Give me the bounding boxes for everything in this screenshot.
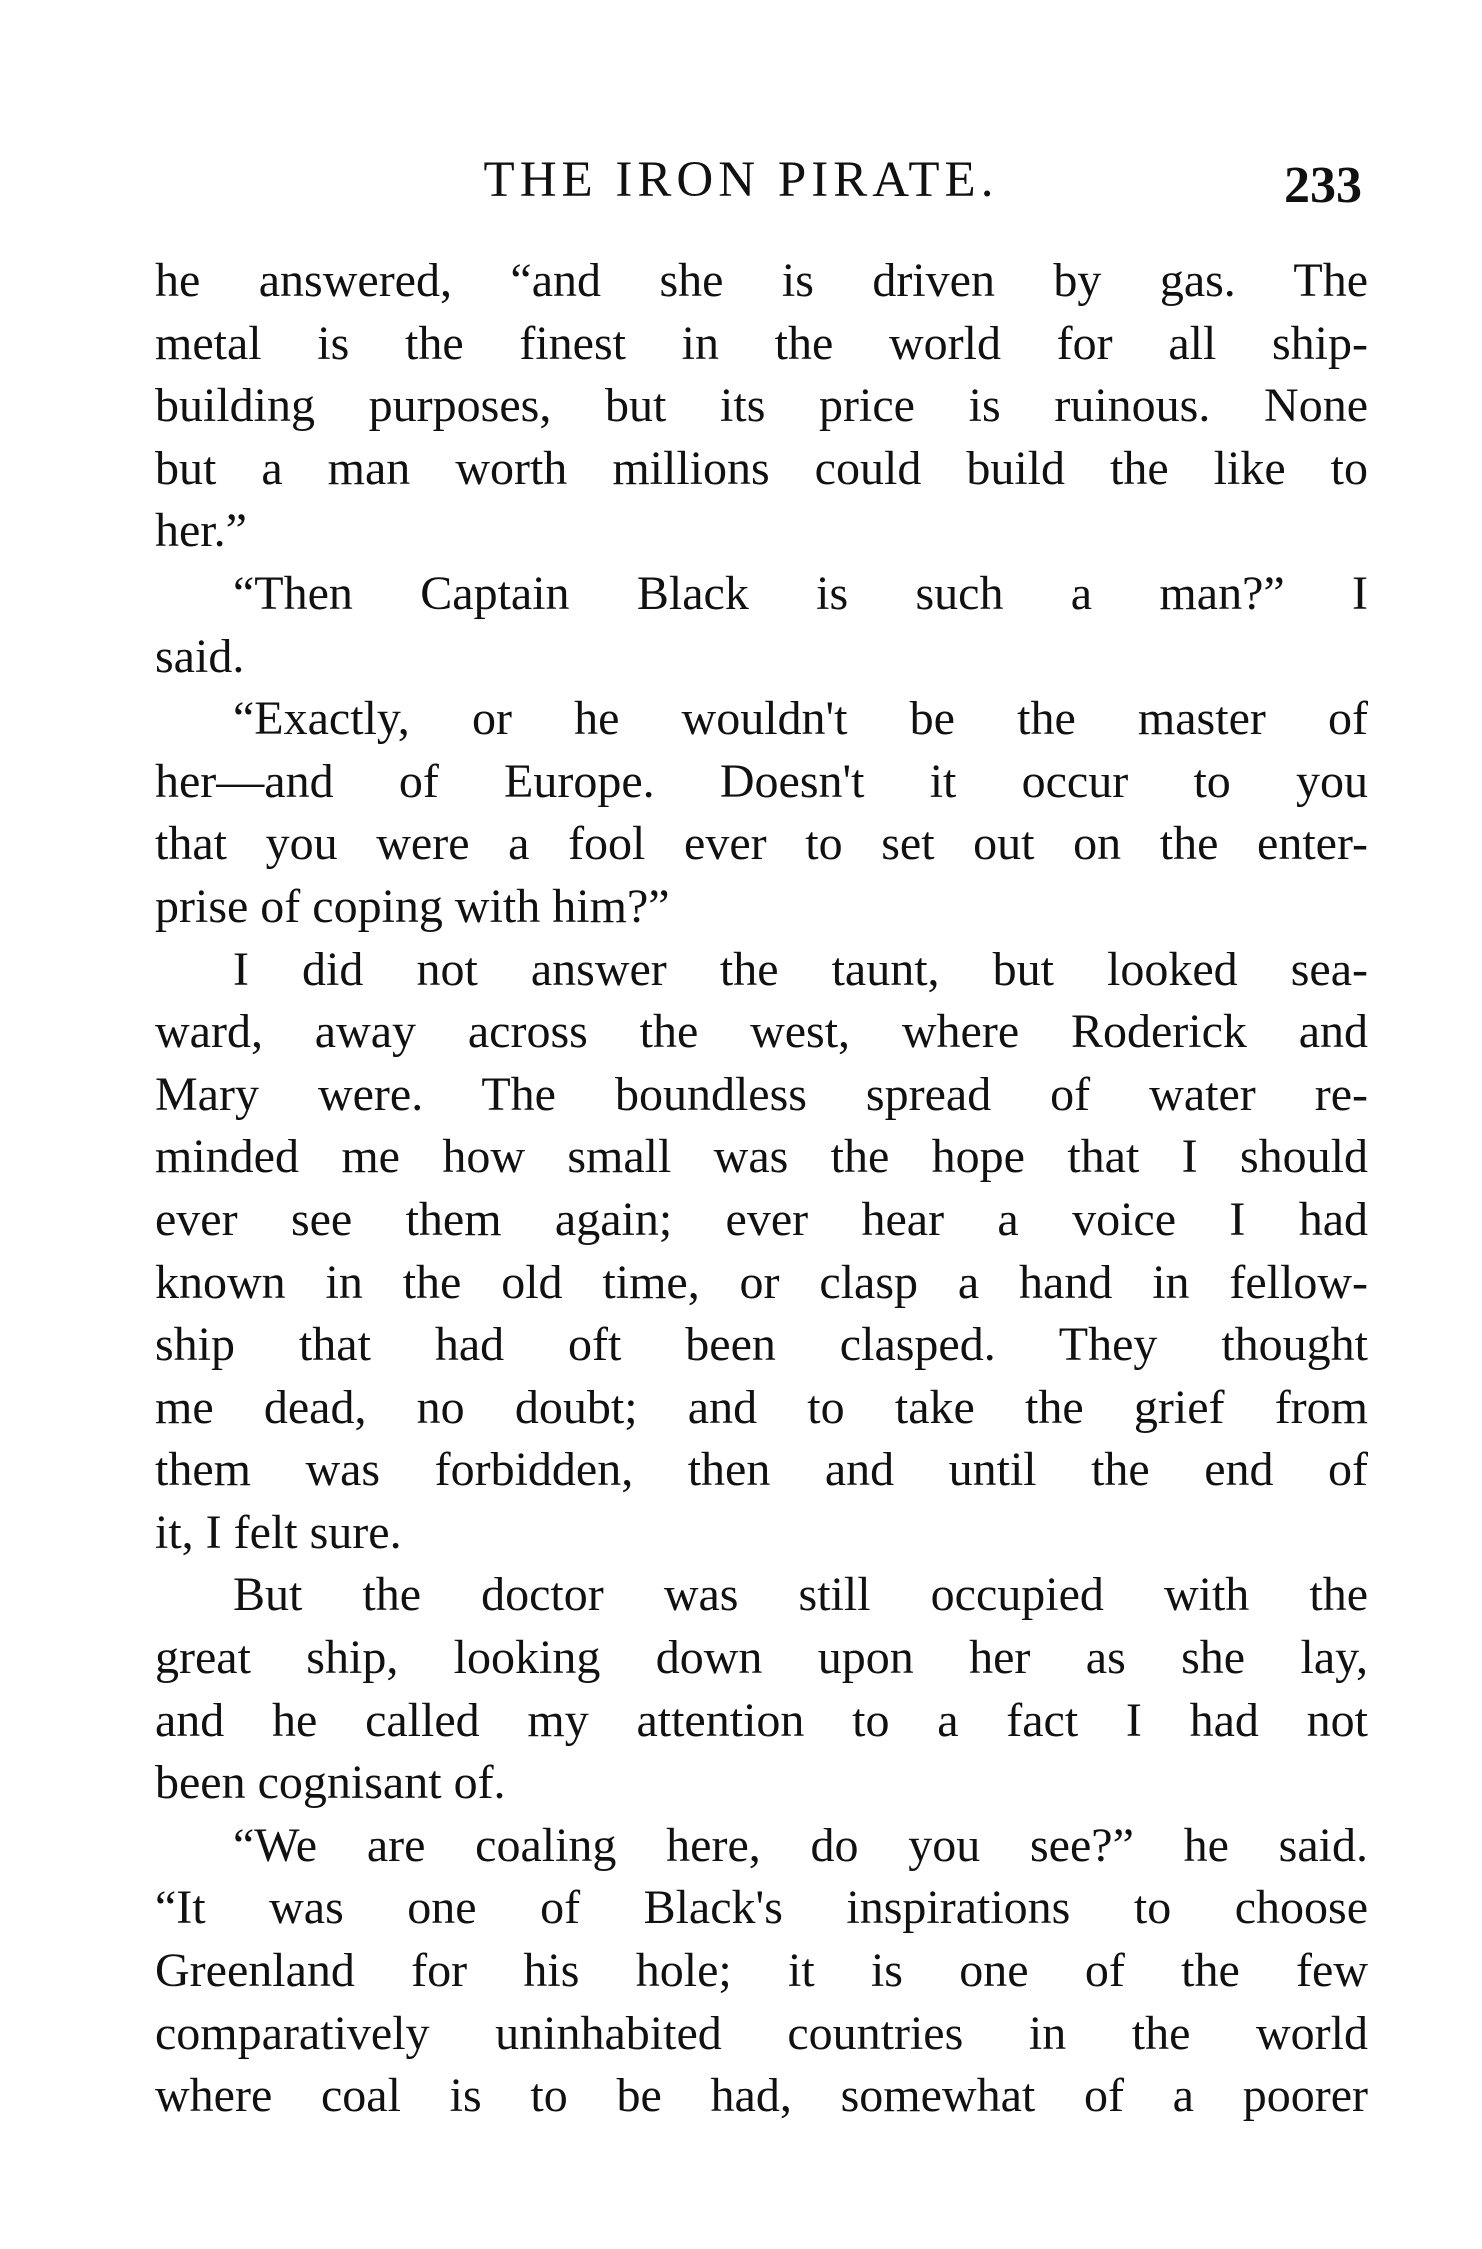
text-line: that you were a fool ever to set out on the enter- — [155, 817, 1368, 871]
text-line: ever see them again; ever hear a voice I had — [155, 1192, 1368, 1246]
text-line: “Exactly, or he wouldn't be the master of — [233, 692, 1368, 746]
text-line: comparatively uninhabited countries in the world — [155, 2006, 1368, 2060]
text-line: said. — [155, 629, 245, 683]
text-line: Mary were. The boundless spread of water re- — [155, 1067, 1368, 1121]
text-line: me dead, no doubt; and to take the grief from — [155, 1380, 1368, 1434]
text-line: prise of coping with him?” — [155, 879, 670, 933]
text-line: been cognisant of. — [155, 1756, 506, 1810]
text-line: her.” — [155, 504, 247, 558]
page-number: 233 — [1284, 157, 1362, 214]
text-line: and he called my attention to a fact I had not — [155, 1693, 1368, 1747]
text-line: them was forbidden, then and until the end of — [155, 1443, 1368, 1497]
text-line: “It was one of Black's inspirations to choose — [155, 1881, 1368, 1935]
text-line: he answered, “and she is driven by gas. The — [155, 254, 1368, 307]
text-line: But the doctor was still occupied with the — [233, 1568, 1368, 1622]
text-line: ward, away across the west, where Roderick and — [155, 1005, 1368, 1059]
text-line: “Then Captain Black is such a man?” I — [233, 566, 1368, 620]
text-line: Greenland for his hole; it is one of the few — [155, 1944, 1368, 1998]
text-line: her—and of Europe. Doesn't it occur to you — [155, 754, 1368, 808]
text-line: where coal is to be had, somewhat of a poorer — [155, 2069, 1368, 2123]
text-line: I did not answer the taunt, but looked sea- — [233, 942, 1368, 996]
text-line: metal is the finest in the world for all ship- — [155, 316, 1368, 370]
text-line: but a man worth millions could build the like to — [155, 441, 1368, 495]
body-text — [155, 250, 1368, 2128]
text-line: it, I felt sure. — [155, 1505, 402, 1559]
text-line: building purposes, but its price is ruinous. None — [155, 379, 1368, 433]
text-line: great ship, looking down upon her as she lay, — [155, 1631, 1368, 1685]
text-line: “We are coaling here, do you see?” he said. — [233, 1818, 1368, 1872]
text-line: minded me how small was the hope that I should — [155, 1130, 1368, 1184]
text-line: ship that had oft been clasped. They thought — [155, 1318, 1368, 1372]
text-line: known in the old time, or clasp a hand in fellow- — [155, 1255, 1368, 1309]
page-header — [0, 150, 1482, 214]
running-title: THE IRON PIRATE. — [483, 152, 999, 208]
